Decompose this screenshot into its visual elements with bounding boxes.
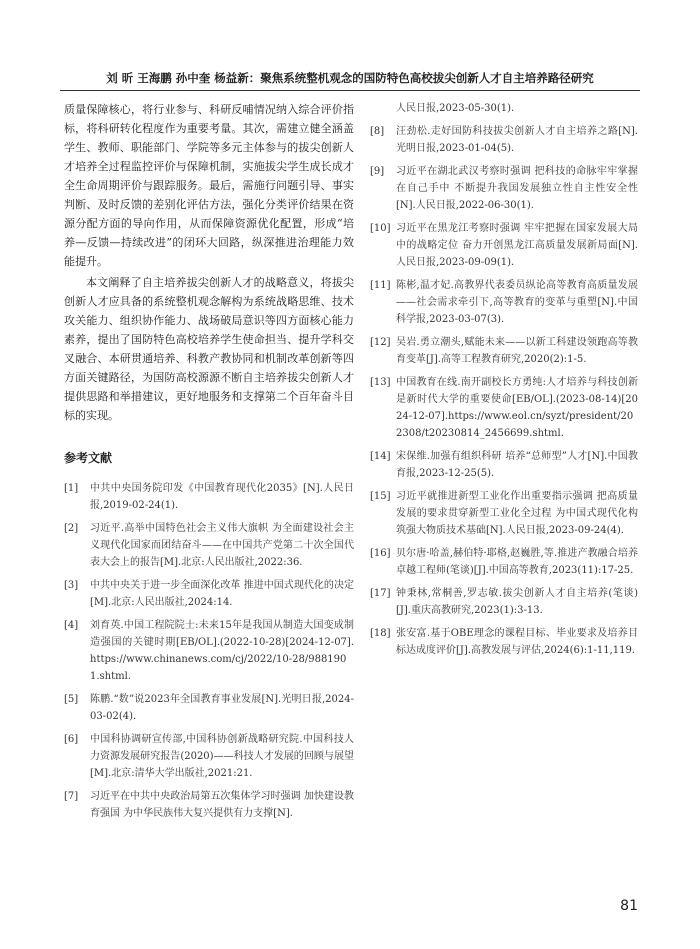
page-number: 81 bbox=[620, 898, 638, 914]
reference-text: 陈彬,温才妃.高教界代表委员纵论高等教育高质量发展——社会需求牵引下,高等教育的变革与重塑[N].中国科学报,2023-03-07(3). bbox=[396, 280, 638, 325]
reference-number: [17] bbox=[370, 588, 391, 599]
reference-list-left bbox=[64, 480, 354, 822]
reference-text: 陈鹏.“数”说2023年全国教育事业发展[N].光明日报,2024-03-02(4). bbox=[90, 694, 354, 722]
reference-number: [3] bbox=[64, 580, 79, 591]
reference-item bbox=[370, 448, 638, 482]
reference-item bbox=[370, 123, 638, 157]
reference-item bbox=[370, 488, 638, 539]
reference-number: [6] bbox=[64, 734, 79, 745]
reference-text: 中国科协调研宣传部,中国科协创新战略研究院.中国科技人力资源发展研究报告(2020)——科技人才发展的回顾与展望[M].北京:清华大学出版社,2021:21. bbox=[90, 734, 354, 779]
reference-item bbox=[370, 374, 638, 442]
reference-text: 中国教育在线.南开副校长方勇纯:人才培养与科技创新是新时代大学的重要使命[EB/OL].(2023-08-14)[2024-12-07].https://www.eol.cn/syzt/president/202308/t20230814_2456699.shtml. bbox=[396, 377, 638, 439]
reference-text: 习近平在中共中央政治局第五次集体学习时强调 加快建设教育强国 为中华民族伟大复兴提供有力支撑[N]. bbox=[90, 791, 354, 819]
header-divider bbox=[60, 90, 640, 91]
references-heading: 参考文献 bbox=[64, 451, 113, 465]
reference-item bbox=[64, 731, 354, 782]
left-column bbox=[64, 100, 354, 828]
reference-number: [2] bbox=[64, 523, 79, 534]
reference-text: 中共中央国务院印发《中国教育现代化2035》[N].人民日报,2019-02-24(1). bbox=[90, 483, 354, 511]
reference-item bbox=[64, 480, 354, 514]
reference-number: [15] bbox=[370, 491, 391, 502]
reference-text: 习近平.高举中国特色社会主义伟大旗帜 为全面建设社会主义现代化国家而团结奋斗——在中国共产党第二十次全国代表大会上的报告[M].北京:人民出版社,2022:36. bbox=[90, 523, 354, 568]
reference-item bbox=[64, 788, 354, 822]
reference-number: [12] bbox=[370, 337, 391, 348]
reference-text: 钟秉林,常桐善,罗志敏.拔尖创新人才自主培养(笔谈)[J].重庆高教研究,2023(1):3-13. bbox=[396, 588, 638, 616]
right-column bbox=[370, 100, 638, 665]
reference-number: [11] bbox=[370, 280, 391, 291]
reference-text: 张安富.基于OBE理念的课程目标、毕业要求及培养目标达成度评价[J].高教发展与评估,2024(6):1-11,119. bbox=[396, 628, 638, 656]
reference-text: 习近平在黑龙江考察时强调 牢牢把握在国家发展大局中的战略定位 奋力开创黑龙江高质量发展新局面[N].人民日报,2023-09-09(1). bbox=[396, 223, 638, 268]
reference-item bbox=[64, 617, 354, 685]
reference-text: 贝尔唐·哈盖,赫伯特·耶格,赵巍胜,等.推进产教融合培养卓越工程师(笔谈)[J].中国高等教育,2023(11):17-25. bbox=[396, 548, 638, 576]
reference-number: [5] bbox=[64, 694, 79, 705]
reference-number: [8] bbox=[370, 126, 385, 137]
reference-item bbox=[64, 577, 354, 611]
reference-number: [14] bbox=[370, 451, 391, 462]
reference-text: 中共中央关于进一步全面深化改革 推进中国式现代化的决定[M].北京:人民出版社,2024:14. bbox=[90, 580, 354, 608]
reference-item bbox=[370, 220, 638, 271]
reference-text: 习近平就推进新型工业化作出重要指示强调 把高质量发展的要求贯穿新型工业化全过程 为中国式现代化构筑强大物质技术基础[N].人民日报,2023-09-24(4). bbox=[396, 491, 638, 536]
reference-item bbox=[64, 691, 354, 725]
reference-number: [18] bbox=[370, 628, 391, 639]
reference-continuation bbox=[370, 100, 638, 117]
reference-continuation-text: 人民日报,2023-05-30(1). bbox=[396, 103, 515, 114]
reference-item bbox=[64, 520, 354, 571]
reference-item bbox=[370, 163, 638, 214]
reference-number: [13] bbox=[370, 377, 391, 388]
running-header: 刘 昕 王海鹏 孙中奎 杨益新：聚焦系统整机观念的国防特色高校拔尖创新人才自主培养路径研究 bbox=[106, 71, 594, 85]
reference-number: [7] bbox=[64, 791, 79, 802]
reference-number: [9] bbox=[370, 166, 385, 177]
reference-item bbox=[370, 625, 638, 659]
reference-item bbox=[370, 585, 638, 619]
reference-number: [4] bbox=[64, 620, 79, 631]
reference-text: 吴岩.勇立潮头,赋能未来——以新工科建设领跑高等教育变革[J].高等工程教育研究,2020(2):1-5. bbox=[396, 337, 638, 365]
reference-number: [16] bbox=[370, 548, 391, 559]
reference-number: [10] bbox=[370, 223, 391, 234]
reference-number: [1] bbox=[64, 483, 79, 494]
reference-item bbox=[370, 334, 638, 368]
body-paragraph-2: 本文阐释了自主培养拔尖创新人才的战略意义，将拔尖创新人才应具备的系统整机观念解构为系统战略思维、技术攻关能力、组织协作能力、战场破局意识等四方面核心能力素养，提出了国防特色高校培养学生使命担当、提升学科交叉融合、本研贯通培养、科教产教协同和机制改革创新等四方面关键路径，为国防高校源源不断自主培养拔尖创新人才提供思路和举措建议，更好地服务和支撑第二个百年奋斗目标的实现。 bbox=[64, 276, 354, 422]
reference-text: 习近平在湖北武汉考察时强调 把科技的命脉牢牢掌握在自己手中 不断提升我国发展独立性自主性安全性[N].人民日报,2022-06-30(1). bbox=[396, 166, 638, 211]
body-paragraph-1: 质量保障核心，将行业参与、科研反哺情况纳入综合评价指标，将科研转化程度作为重要考量。其次，需建立健全涵盖学生、教师、职能部门、学院等多元主体参与的拔尖创新人才培养全过程监控评价与保障机制，实施拔尖学生成长成才全生命周期评价与跟踪服务。最后，需施行问题引导、事实判断、及时反馈的差别化评估方法，强化分类评价结果在资源分配方面的导向作用，从而保障资源优化配置，形成“培养—反馈—持续改进”的闭环大回路，纵深推进治理能力效能提升。 bbox=[64, 103, 354, 268]
reference-item bbox=[370, 545, 638, 579]
reference-list-right bbox=[370, 100, 638, 659]
reference-item bbox=[370, 277, 638, 328]
reference-text: 刘育英.中国工程院院士:未来15年是我国从制造大国变成制造强国的关键时期[EB/OL].(2022-10-28)[2024-12-07].https://www.chinanews.com/cj/2022/10-28/9881901.shtml. bbox=[90, 620, 354, 682]
reference-text: 宋保维.加强有组织科研 培养“总师型”人才[N].中国教育报,2023-12-25(5). bbox=[396, 451, 638, 479]
reference-text: 汪劲松.走好国防科技拔尖创新人才自主培养之路[N].光明日报,2023-01-04(5). bbox=[396, 126, 638, 154]
